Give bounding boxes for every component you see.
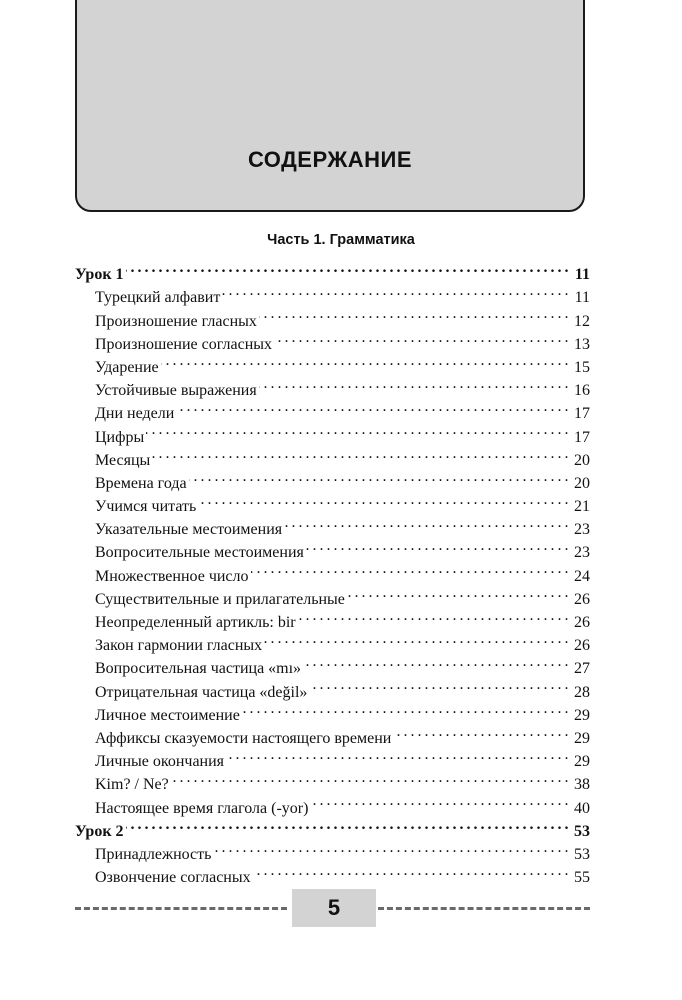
toc-entry-label: Kim? / Ne? (95, 776, 169, 794)
toc-entry (75, 279, 590, 307)
toc-page-number: 16 (574, 382, 590, 400)
toc-page-number: 29 (574, 706, 590, 724)
toc-entry-label: Личные окончания (95, 753, 225, 771)
toc-entry (75, 442, 590, 469)
toc-entry (75, 465, 590, 492)
toc-dot-leader (198, 488, 568, 511)
toc-dot-leader (242, 697, 568, 720)
toc-dot-leader (393, 720, 568, 743)
toc-page-number: 20 (574, 451, 590, 469)
toc-entry-label: Учимся читать (95, 498, 197, 516)
table-of-contents (75, 256, 590, 887)
toc-chapter-entry (75, 256, 590, 284)
toc-entry-label: Настоящее время глагола (-yor) (95, 799, 309, 817)
toc-entry-label: Месяцы (95, 451, 151, 469)
toc-dot-leader (222, 279, 568, 302)
toc-dot-leader (126, 256, 568, 279)
toc-entry-label: Турецкий алфавит (95, 289, 221, 307)
toc-dot-leader (309, 673, 568, 696)
toc-dot-leader (176, 395, 568, 418)
toc-dot-leader (171, 766, 568, 789)
toc-page-number: 21 (574, 498, 590, 516)
toc-page-number: 27 (574, 660, 590, 678)
toc-dot-leader (146, 418, 568, 441)
toc-entry (75, 836, 590, 863)
toc-entry-label: Озвончение согласных (95, 869, 251, 887)
toc-dot-leader (310, 789, 568, 812)
toc-page-number: 15 (574, 358, 590, 376)
toc-dot-leader (306, 534, 568, 557)
toc-page-number: 53 (574, 822, 590, 840)
toc-dot-leader (259, 372, 568, 395)
toc-dot-leader (126, 813, 568, 836)
toc-page-number: 11 (574, 266, 590, 284)
toc-page-number: 11 (574, 289, 590, 307)
toc-page-number: 29 (574, 753, 590, 771)
header-box (75, 0, 585, 212)
section-title: Часть 1. Грамматика (267, 232, 415, 248)
toc-dot-leader (259, 302, 568, 325)
toc-entry-label: Цифры (95, 428, 145, 446)
toc-dot-leader (161, 349, 568, 372)
toc-chapter-entry (75, 813, 590, 840)
toc-entry-label: Принадлежность (95, 845, 212, 863)
toc-dot-leader (226, 743, 568, 766)
toc-entry-label: Произношение согласных (95, 335, 272, 353)
toc-page-number: 40 (574, 799, 590, 817)
toc-page-number: 26 (574, 590, 590, 608)
toc-entry-label: Неопределенный артикль: bir (95, 614, 296, 631)
toc-page-number: 23 (574, 521, 590, 539)
toc-entry-label: Вопросительные местоимения (95, 544, 304, 562)
toc-page-number: 20 (574, 474, 590, 492)
page-number: 5 (292, 889, 376, 927)
toc-entry-label: Произношение гласных (95, 312, 257, 330)
footer-divider-left (75, 907, 287, 910)
toc-page-number: 26 (574, 637, 590, 655)
toc-dot-leader (213, 836, 568, 859)
toc-dot-leader (251, 557, 568, 580)
toc-dot-leader (253, 859, 568, 882)
toc-dot-leader (274, 326, 568, 349)
toc-entry-label: Устойчивые выражения (95, 382, 257, 400)
toc-entry-label: Существительные и прилагательные (95, 590, 345, 608)
toc-entry-label: Урок 1 (75, 266, 124, 284)
toc-dot-leader (284, 511, 568, 534)
toc-dot-leader (347, 581, 568, 604)
toc-entry-label: Вопросительная частица «mı» (95, 660, 302, 678)
toc-entry-label: Отрицательная частица «değil» (95, 683, 308, 701)
page-footer (75, 889, 590, 927)
toc-entry (75, 418, 590, 446)
toc-page-number: 38 (574, 776, 590, 794)
toc-page-number: 17 (574, 405, 590, 423)
toc-entry-label: Дни недели (95, 405, 175, 423)
toc-page-number: 23 (574, 544, 590, 562)
toc-dot-leader (189, 465, 568, 488)
toc-page-number: 29 (574, 729, 590, 747)
toc-entry-label: Урок 2 (75, 822, 124, 840)
toc-page-number: 28 (574, 683, 590, 701)
toc-page-number: 26 (574, 614, 590, 631)
toc-page-number: 12 (574, 312, 590, 330)
toc-dot-leader (264, 627, 568, 650)
toc-dot-leader (303, 650, 568, 673)
toc-entry-label: Времена года (95, 474, 187, 492)
toc-entry-label: Ударение (95, 358, 159, 376)
toc-dot-leader (298, 604, 568, 627)
toc-entry-label: Личное местоимение (95, 706, 240, 724)
toc-entry-label: Закон гармонии гласных (95, 637, 263, 655)
toc-page-number: 17 (574, 428, 590, 446)
toc-entry-label: Аффиксы сказуемости настоящего времени (95, 729, 392, 747)
toc-dot-leader (152, 442, 568, 465)
toc-page-number: 53 (574, 845, 590, 863)
toc-page-number: 24 (574, 567, 590, 585)
page-title: СОДЕРЖАНИЕ (247, 147, 413, 172)
footer-divider-right (378, 907, 590, 910)
toc-page-number: 55 (574, 869, 590, 887)
toc-page-number: 13 (574, 335, 590, 353)
toc-entry-label: Указательные местоимения (95, 521, 283, 539)
toc-entry-label: Множественное число (95, 567, 249, 585)
